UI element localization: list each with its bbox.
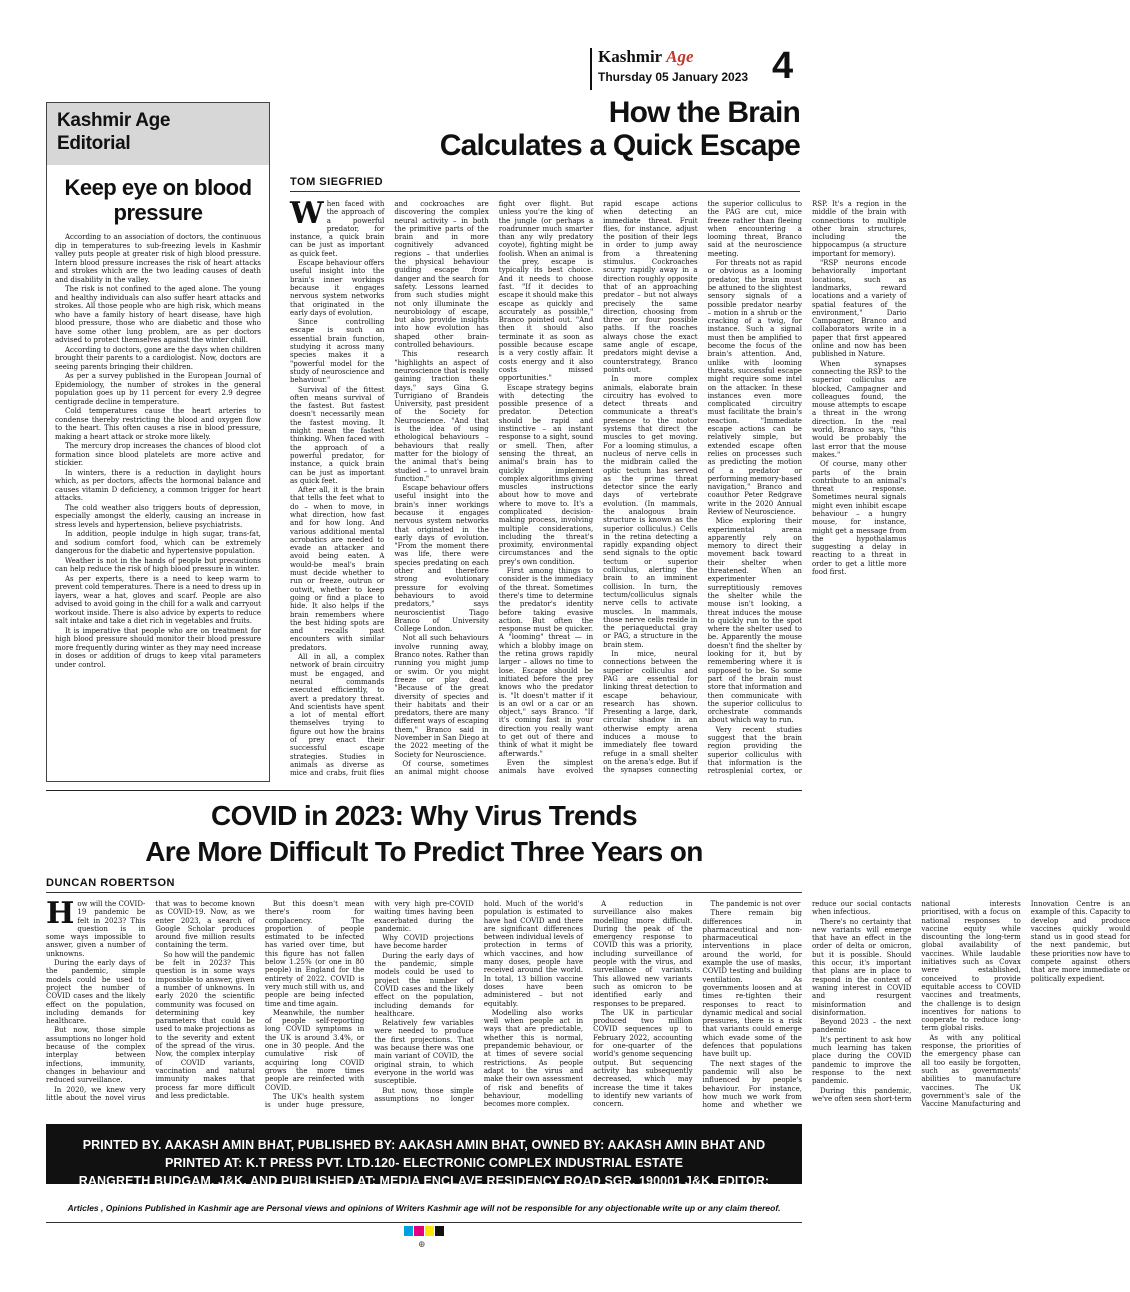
editorial-title: Keep eye on blood pressure bbox=[64, 175, 252, 225]
brain-paragraph: When synapses connecting the RSP to the superior colliculus are blocked, Campagner and colleagues found, the mouse attempts to escape a threat in the wrong direction. In the real world, Branco says, "this would be probably the last error that the mouse makes." bbox=[811, 359, 907, 459]
brain-first-paragraph bbox=[290, 196, 385, 258]
covid-paragraph: Modelling also works well when people act in ways that are predictable, whether this is normal, prepandemic behaviour, or at times of severe social restrictions. As people adapt to the virus and make their own assessment of risk and benefits of behaviour, modelling becomes more complex. bbox=[483, 1008, 584, 1109]
covid-paragraph: During the early days of the pandemic, simple models could be used to project the number of COVID cases and the likely effect on the population, including demands for healthcare. bbox=[46, 959, 146, 1026]
covid-paragraph: So how will the pandemic be felt in 2023? This question is in some ways impossible to answer, given a number of unknowns. In early 2020 the scientific community was focused on determining key parameters that could be used to make projections as to the severity and extent of the spread of the virus. Now, the complex interplay of COVID variants, vaccination and natural immunity makes that process far more difficult and less predictable. bbox=[155, 950, 255, 1100]
covid-paragraph: There's no certainty that new variants will emerge that have an effect in the order of delta or omicron, but it is possible. Should this occur, it's important that plans are in place to respond in the context of waning interest in COVID and resurgent misinformation and disinformation. bbox=[811, 917, 912, 1017]
covid-paragraph: The pandemic is not over bbox=[710, 900, 801, 908]
brain-first-paragraph-text: hen faced with the approach of a powerful predator, for instance, a quick brain can be just as important as quick feet. bbox=[290, 200, 385, 258]
footer-rule bbox=[46, 1222, 802, 1223]
brain-paragraph: Even the simplest animals have evolved rapid escape actions when detecting an immediate threat. Fruit flies, for instance, adjust the position of their legs in order to jump away from a threatening stimulus. Cockroaches scurry rapidly away in a direction roughly opposite that of an approaching predator – but not always precisely the same direction, choosing from three or four possible paths. If the roaches always chose the exact same angle of escape, predators might devise a counterstrategy, Branco points out. bbox=[498, 200, 698, 776]
brain-paragraph: Not all such behaviours involve running away, Branco notes. Rather than running you might jump or swim. Or you might freeze or play dead. "Because of the great diversity of species and their habitats and their predators, there are many different ways of escaping them," Branco said in November in San Diego at the 2022 meeting of the Society for Neuroscience. bbox=[394, 634, 489, 759]
registration-mark-icon: ⊕ bbox=[418, 1240, 426, 1250]
print-line-1: PRINTED BY. AAKASH AMIN BHAT, PUBLISHED BY: AAKASH AMIN BHAT, OWNED BY: AAKASH AMIN BHAT AND PRINTED AT: K.T PRESS PVT. LTD.120- ELECTRONIC COMPLEX INDUSTRIAL ESTATE bbox=[82, 1138, 766, 1170]
covid-paragraph: But now, those simple assumptions no longer hold. Much of the world's population is estimated to have had COVID and there are significant differences between individual levels of protection in terms of which vaccines, and how many doses, people have received around the world. In total, 13 billion vaccine doses have been administered – but not equitably. bbox=[374, 900, 584, 1103]
brain-headline-line2: Calculates a Quick Escape bbox=[439, 129, 800, 162]
covid-paragraph: Beyond 2023 – the next pandemic bbox=[811, 1018, 912, 1035]
brain-headline-line1: How the Brain bbox=[608, 96, 800, 129]
covid-article-body bbox=[46, 896, 1130, 1110]
covid-dropcap: H bbox=[46, 896, 75, 931]
page-number: 4 bbox=[772, 45, 794, 87]
brain-paragraph: Escape behaviour offers useful insight into the brain's inner workings because it engages nervous system networks that originated in the early days of evolution. "From the moment there was life, there were species predating on each other and therefore strong evolutionary pressure for evolving behaviours to avoid predators," says neuroscientist Tiago Branco of University College London. bbox=[394, 484, 489, 634]
covid-headline-line1: COVID in 2023: Why Virus Trends bbox=[211, 800, 637, 831]
covid-paragraph: During the early days of the pandemic, simple models could be used to project the number of COVID cases and the likely effect on the population, including demands for healthcare. bbox=[374, 951, 474, 1018]
brain-paragraph: Very recent studies suggest that the brain region providing the superior colliculus with that information is the retrosplenial cortex, or RSP. It's a region in the middle of the brain with connections to multiple other brain structures, including the hippocampus (a structure important for memory). bbox=[707, 200, 907, 776]
brain-paragraph: This research "highlights an aspect of neuroscience that is really gaining traction these days," says Gina G. Turrigiano of Brandeis University, past president of the Society for Neuroscience. "And that is the idea of using ethological behaviours – behaviours that really matter for the biology of the animal that's being studied – to unravel brain function." bbox=[394, 350, 489, 483]
brain-paragraph: In mice, neural connections between the superior colliculus and PAG are essential for linking threat detection to escape behaviour, research has shown. Presenting a large, dark, circular shadow in an otherwise empty arena induces a mouse to immediately flee toward refuge in a small shelter on the arena's edge. But if the synapses connecting the superior colliculus to the PAG are cut, mice freeze rather than fleeing when encountering a looming threat, Branco said at the neuroscience meeting. bbox=[603, 200, 802, 775]
editorial-paragraph: The risk is not confined to the aged alone. The young and healthy individuals can also suffer heart attacks and strokes. All those people who are high risk, which means who have a family history of heart disease, have high blood pressure, those who are diabetic and those who have some other lung problem, are as per doctors advised to protect themselves against the winter chill. bbox=[55, 285, 261, 344]
newspaper-logo bbox=[598, 48, 800, 66]
covid-paragraph: The UK in particular produced two million COVID sequences up to February 2022, accounting for one-quarter of the world's genome sequencing output. But sequencing activity has subsequently decreased, which may increase the time it takes to identify new variants of concern. bbox=[593, 1008, 693, 1109]
editorial-header-line2: Editorial bbox=[57, 133, 131, 154]
editorial-body bbox=[47, 233, 269, 669]
covid-paragraph: Why COVID projections have become harder bbox=[374, 934, 474, 951]
editorial-paragraph: As per experts, there is a need to keep warm to prevent cold temperatures. There is a need to dress up in layers, wear a hat, gloves and scarf. People are also advised to avoid going in the chill for a walk and carryout workout inside. There is also advice by experts to reduce salt intake and take a diet rich in vegetables and fruits. bbox=[55, 574, 261, 625]
editorial-box bbox=[46, 102, 270, 782]
covid-paragraph: Meanwhile, the number of people self-reporting long COVID symptoms in the UK is around 3.4%, or one in 30 people. And the cumulative risk of acquiring long COVID grows the more times people are reinfected with COVID. bbox=[264, 1008, 365, 1092]
cmyk-swatch bbox=[414, 1226, 423, 1236]
covid-paragraph: The next stages of the pandemic will also be influenced by people's behaviour. For instance, how much we work from home and whether we reduce our social contacts when infectious. bbox=[702, 900, 912, 1110]
editorial-paragraph: As per a survey published in the European Journal of Epidemiology, the number of strokes in the general population goes up by 11 percent for every 2.9 degree centigrade decline in temperature. bbox=[55, 372, 261, 406]
covid-paragraph: But now, those simple assumptions no longer hold because of the complex interplay between infections, immunity, changes in behaviour and reduced surveillance. bbox=[46, 1026, 146, 1085]
logo-main-text: Kashmir bbox=[598, 47, 662, 66]
cmyk-swatch bbox=[425, 1226, 434, 1236]
brain-article-byline: TOM SIEGFRIED bbox=[290, 176, 800, 192]
brain-paragraph: Mice exploring their experimental arena apparently rely on memory to direct their movement back toward their shelter when threatened. When an experimenter surreptitiously removes the shelter while the mouse isn't looking, a threat induces the mouse to quickly run to the spot where the shelter used to be. Apparently the mouse doesn't find the shelter by looking for it, but by remembering where it is supposed to be. So some part of the brain must store that information and then communicate with the superior colliculus to orchestrate commands about which way to run. bbox=[707, 517, 802, 725]
masthead bbox=[590, 45, 800, 90]
brain-article-body bbox=[290, 196, 907, 780]
cmyk-swatch bbox=[435, 1226, 444, 1236]
brain-paragraph: Of course, many other parts of the brain contribute to an animal's threat response. Sometimes neural signals might even inhibit escape behaviour – a hungry mouse, for instance, might get a message from the hypothalamus suggesting a delay in reacting to a threat in order to get a little more food first. bbox=[811, 460, 907, 577]
covid-paragraph: There remain big differences in pharmaceutical and non-pharmaceutical interventions in place around the world, for example the use of masks, COVID testing and building ventilation. As governments loosen and at times re-tighten their responses to react to dynamic medical and social pressures, there is a risk that variants could emerge which evade some of the defences that populations have built up. bbox=[702, 909, 802, 1059]
brain-paragraph: Since controlling escape is such an essential brain function, studying it across many species makes it a "powerful model for the study of neuroscience and behaviour." bbox=[290, 318, 385, 385]
covid-paragraph: It's pertinent to ask how much learning has taken place during the COVID pandemic to improve the response to the next pandemic. bbox=[811, 1035, 912, 1086]
editorial-paragraph: Cold temperatures cause the heart arteries to condense thereby restricting the blood and oxygen flow to the heart. This often causes a rise in blood pressure, making a heart attack or stroke more likely. bbox=[55, 407, 261, 441]
issue-date: Thursday 05 January 2023 bbox=[598, 70, 749, 84]
covid-article-headline bbox=[46, 798, 802, 870]
covid-paragraph: Relatively few variables were needed to produce the first projections. That was because there was one main variant of COVID, the original strain, to which everyone in the world was susceptible. bbox=[374, 1019, 474, 1086]
brain-paragraph: All in all, a complex network of brain circuitry must be engaged, and neural commands executed efficiently, to avert a predatory threat. And scientists have spent a lot of mental effort themselves trying to figure out how the brains of prey enact their successful escape strategies. Studies in animals as diverse as mice and crabs, fruit flies and cockroaches are discovering the complex neural activity – in both the primitive parts of the brain and in more cognitively advanced regions – that underlies the physical behaviour guiding escape from danger and the search for safety. Lessons learned from such studies might not only illuminate the neurobiology of escape, but also provide insights into how evolution has shaped other brain-controlled behaviours. bbox=[290, 200, 489, 778]
editorial-paragraph: In addition, people indulge in high sugar, trans-fat, and sodium comfort food, which can be extremely dangerous for the diabetic and hypertensive population. bbox=[55, 530, 261, 555]
brain-paragraph: For threats not as rapid or obvious as a looming predator, the brain must be attuned to the slightest sensory signals of a possible predator nearby – motion in a shrub or the cracking of a twig, for instance. Such a signal must then be amplified to become the focus of the brain's attention. And, unlike with looming threats, successful escape might require some intel on the attacker. In these instances even more complicated circuitry must facilitate the brain's reaction. "Immediate escape actions can be relatively simple, but extended escape often relies on processes such as predicting the motion of a predator or performing memory-based navigation," Branco and coauthor Peter Redgrave write in the 2020 Annual Review of Neuroscience. bbox=[707, 259, 802, 516]
covid-first-paragraph-text: ow will the COVID-19 pandemic be felt in 2023? This question is in some ways impossible to answer, given a number of unknowns. bbox=[46, 900, 146, 958]
brain-paragraph: After all, it is the brain that tells the feet what to do – when to move, in what direction, how fast and for how long. And various additional mental acrobatics are needed to evade an attacker and avoid being eaten. A would-be meal's brain must decide whether to run or freeze, outrun or outwit, whether to keep going or find a place to hide. It also helps if the brain remembers where the best hiding spots are and recalls past encounters with similar predators. bbox=[290, 486, 385, 652]
editorial-paragraph: It is imperative that people who are on treatment for high blood pressure should monitor their blood pressure more frequently during winter as they may need increase in doses or addition of drugs to keep vital parameters under control. bbox=[55, 626, 261, 669]
brain-paragraph: "RSP neurons encode behaviorally important locations, such as landmarks, reward locations and a variety of spatial features of the environment," Dario Campagner, Branco and collaborators write in a paper that first appeared online and now has been published in Nature. bbox=[811, 259, 907, 359]
covid-paragraph: But this doesn't mean there's room for complacency. The proportion of people estimated to be infected has varied over time, but this figure has not fallen below 1.25% (or one in 80 people) in England for the entirety of 2022. COVID is very much still with us, and people are being infected time and time again. bbox=[264, 900, 365, 1008]
brain-dropcap: W bbox=[290, 196, 324, 231]
brain-paragraph: Escape behaviour offers useful insight into the brain's inner workings because it engages nervous system networks that originated in the early days of evolution. bbox=[290, 259, 385, 317]
editorial-paragraph: According to an association of doctors, the continuous dip in temperatures to sub-freezing levels in Kashmir valley puts people at greater risk of high blood pressure. Intern blood pressure increases the risk of heart attacks and strokes which are the two leading causes of death and disability in the valley. bbox=[55, 233, 261, 284]
brain-paragraph: Survival of the fittest often means survival of the fastest. But fastest doesn't necessarily mean the fastest moving. It might mean the fastest thinking. When faced with the approach of a powerful predator, for instance, a quick brain can be just as important as quick feet. bbox=[290, 385, 385, 485]
brain-paragraph: In more complex animals, elaborate brain circuitry has evolved to detect threats and communicate a threat's presence to the motor systems that direct the muscles to get moving. For a looming stimulus, a nucleus of nerve cells in the midbrain called the optic tectum has served as the prime threat detector since the early days of vertebrate evolution. (In mammals, the analogous brain structure is known as the superior colliculus.) Cells in the retina detecting a rapidly expanding object send signals to the optic tectum or superior colliculus, alerting the brain to an imminent collision. In turn, the tectum/colliculus signals nerve cells to activate muscles. In mammals, those nerve cells reside in the periaqueductal gray or PAG, a structure in the brain stem. bbox=[603, 375, 698, 649]
covid-paragraph: In 2020, we knew very little about the novel virus that was to become known as COVID-19. Now, as we enter 2023, a search of Google Scholar produces around five million results containing the term. bbox=[46, 900, 255, 1102]
editorial-paragraph: The mercury drop increases the chances of blood clot formation since blood platelets are more active and stickier. bbox=[55, 442, 261, 467]
editorial-paragraph: The cold weather also triggers bouts of depression, especially amongst the elderly, causing an increase in stress levels and hypertension, believe psychiatrists. bbox=[55, 503, 261, 529]
cmyk-swatch bbox=[404, 1226, 413, 1236]
covid-first-paragraph bbox=[46, 896, 146, 958]
logo-age-text: Age bbox=[666, 47, 694, 66]
cmyk-color-bar bbox=[404, 1226, 444, 1236]
editorial-header-line1: Kashmir Age bbox=[57, 110, 171, 131]
brain-article-headline bbox=[300, 96, 800, 162]
brain-paragraph: Escape strategy begins with detecting the possible presence of a predator. Detection should be rapid and instinctive – an instant response to a sight, sound or smell. Then, after sensing the threat, an animal's brain has to quickly implement complex algorithms giving muscles instructions about how to move and where to move to. It's a complicated decision-making process, involving multiple considerations, including the threat's proximity, environmental circumstances and the prey's own condition. bbox=[498, 383, 594, 566]
brain-paragraph: First among things to consider is the immediacy of the threat. Sometimes there's time to determine the predator's identity before taking evasive action. But often the response must be quicker. A "looming" threat — in which a blobby image on the retina grows rapidly larger – allows no time to lose. Escape should be initiated before the prey knows who the predator is. "It doesn't matter if it is an owl or a car or an object," says Branco. "If it's coming fast in your direction you really want to get out of there and think of what it might be afterwards." bbox=[498, 567, 594, 758]
covid-headline-line2: Are More Difficult To Predict Three Years on bbox=[145, 836, 703, 867]
disclaimer: Articles , Opinions Published in Kashmir age are Personal views and opinions of Writers Kashmir age will not be responsible for any objectionable write up or any claim thereof. bbox=[67, 1203, 781, 1213]
covid-paragraph: As with any political response, the priorities of the emergency phase can all too easily be forgotten, such as governments' abilities to manufacture vaccines. The UK government's sale of the Vaccine Manufacturing and Innovation Centre is an example of this. Capacity to develop and produce vaccines quickly would stand us in good stead for the next pandemic, but these priorities now have to compete against others that are more immediate or politically expedient. bbox=[921, 900, 1130, 1109]
print-line-2: RANGRETH BUDGAM, J&K. AND PUBLISHED AT: MEDIA ENCLAVE RESIDENCY ROAD SGR. 190001 J&K. EDITOR: AAKASH AMIN BHAT, JKENG/2006/23952 bbox=[78, 1174, 770, 1206]
covid-paragraph: A reduction in surveillance also makes modelling more difficult. During the peak of the emergency response to COVID this was a priority, including surveillance of people with the virus, and surveillance of variants. This allowed new variants such as omicron to be identified early and responses to be prepared. bbox=[593, 900, 693, 1008]
editorial-paragraph: According to doctors, gone are the days when children brought their parents to a cardiologist. Now, doctors are seeing parents bringing their children. bbox=[55, 345, 261, 371]
editorial-paragraph: In winters, there is a reduction in daylight hours which, as per doctors, affects the hormonal balance and causes vitamin D deficiency, a common trigger for heart attacks. bbox=[55, 468, 261, 502]
editorial-paragraph: Weather is not in the hands of people but precautions can help reduce the risk of high blood pressure in winter. bbox=[55, 556, 261, 573]
covid-article-byline: DUNCAN ROBERTSON bbox=[46, 877, 802, 893]
covid-paragraph: The UK's health system is under huge pressure, with very high pre-COVID waiting times having been exacerbated during the pandemic. bbox=[264, 900, 474, 1110]
section-divider bbox=[46, 790, 802, 791]
brain-paragraph: Of course, sometimes an animal might choose fight over flight. But unless you're the king of the jungle (or perhaps a roadrunner much smarter than any wily predatory coyote), fighting might be foolish. When an animal is the prey, escape is typically its best choice. And it needs to choose fast. "If it decides to escape it should make this escape as quickly and accurately as possible," Branco pointed out. "And then it should also terminate it as soon as possible because escape is a very costly affair. It costs energy and it also costs missed opportunities." bbox=[394, 200, 594, 777]
editorial-header bbox=[47, 103, 269, 165]
print-line bbox=[46, 1124, 802, 1206]
covid-paragraph: During this pandemic, we've often seen short-term national interests prioritised, with a focus on national responses to vaccine equity while discounting the long-term global availability of vaccines. While laudable initiatives such as Covax were established, conceived to provide equitable access to COVID vaccines and treatments, the challenge is to design incentives for nations to cooperate to reduce long-term global risks. bbox=[811, 900, 1021, 1103]
